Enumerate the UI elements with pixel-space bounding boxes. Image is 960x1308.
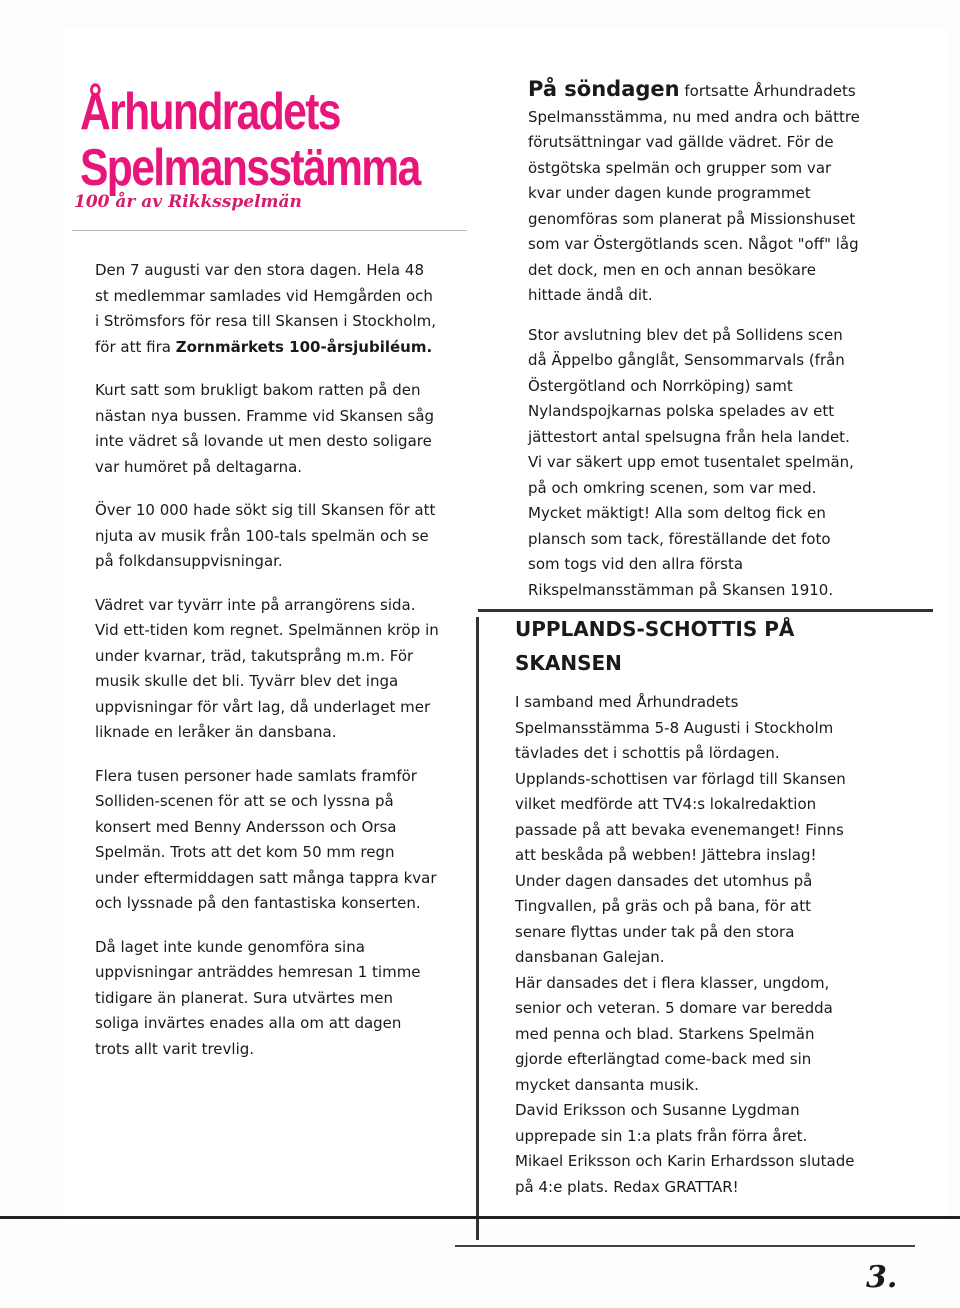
article-paragraph-1: I samband med Århundradets Spelmansstämma 5-8 Augusti i Stockholm tävlades det i schottis på lördagen. bbox=[515, 693, 834, 762]
right-lead: På söndagen bbox=[528, 77, 680, 101]
left-paragraph-6: Då laget inte kunde genomföra sina uppvisningar anträddes hemresan 1 timme tidigare än planerat. Sura utvärtes men soliga invärtes enades alla om att dagen trots allt varit trevlig. bbox=[95, 937, 421, 1058]
footer-rule-secondary bbox=[455, 1245, 915, 1247]
title-divider bbox=[72, 230, 467, 231]
left-column bbox=[95, 258, 440, 1080]
right-paragraph-1 bbox=[528, 77, 863, 309]
article-title-line-1: UPPLANDS-SCHOTTIS PÅ bbox=[515, 617, 795, 641]
article-paragraph-3: Under dagen dansades det utomhus på Tingvallen, på gräs och på bana, för att senare flyttas under tak på den stora dansbanan Galejan. bbox=[515, 871, 813, 966]
left-paragraph-2: Kurt satt som brukligt bakom ratten på den nästan nya bussen. Framme vid Skansen såg inte vädret så lovande ut men desto soligare var humöret på deltagarna. bbox=[95, 381, 435, 476]
right-column bbox=[528, 77, 863, 603]
left-p1-bold: Zornmärkets 100-årsjubiléum. bbox=[175, 337, 433, 356]
footer-rule bbox=[0, 1216, 960, 1219]
article-paragraph-4: Här dansades det i flera klasser, ungdom, senior och veteran. 5 domare var beredda med penna och blad. Starkens Spelmän gjorde efterlängtad come-back med sin mycket dansanta musik. bbox=[515, 973, 833, 1094]
left-paragraph-3: Över 10 000 hade sökt sig till Skansen för att njuta av musik från 100-tals spelmän och se på folkdansuppvisningar. bbox=[95, 501, 436, 570]
headline-line-1: Århundradets bbox=[80, 83, 340, 141]
article-title-line-2: SKANSEN bbox=[515, 651, 622, 675]
schottis-article bbox=[515, 612, 860, 1200]
article-paragraph-5: David Eriksson och Susanne Lygdman upprepade sin 1:a plats från förra året. Mikael Eriksson och Karin Erhardsson slutade på 4:e plats. Redax GRATTAR! bbox=[515, 1101, 855, 1196]
page-number: 3. bbox=[866, 1260, 898, 1295]
left-p1-text: Den 7 augusti var den stora dagen. Hela 48 st medlemmar samlades vid Hemgården och i Strömsfors för resa till Skansen i Stockholm, för att fira bbox=[95, 261, 437, 356]
right-p1-text: fortsatte Århundradets Spelmansstämma, nu med andra och bättre förutsättningar vad gällde vädret. För de östgötska spelmän och grupper som var kvar under dagen kunde programmet genomföras som planerat på Missionshuset som var Östergötlands scen. Något "off" låg det dock, men en och annan besökare hittade ändå dit. bbox=[528, 82, 860, 304]
subtitle: 100 år av Rikksspelmän bbox=[74, 192, 302, 212]
article-paragraph-2: Upplands-schottisen var förlagd till Skansen vilket medförde att TV4:s lokalredaktion passade på att bevaka evenemanget! Finns att beskåda på webben! Jättebra inslag! bbox=[515, 769, 846, 864]
left-paragraph-1 bbox=[95, 258, 440, 360]
column-divider bbox=[476, 617, 479, 1240]
headline bbox=[80, 84, 457, 196]
left-paragraph-4: Vädret var tyvärr inte på arrangörens sida. Vid ett-tiden kom regnet. Spelmännen kröp in under kvarnar, träd, takutsprång m.m. För musik skulle det bli. Tyvärr blev det inga uppvisningar för vårt lag, då underlaget mer liknade en leråker än dansbana. bbox=[95, 595, 439, 741]
left-paragraph-5: Flera tusen personer hade samlats framför Solliden-scenen för att se och lyssna på konsert med Benny Andersson och Orsa Spelmän. Trots att det kom 50 mm regn under eftermiddagen satt många tappra kvar och lyssnade på den fantastiska konserten. bbox=[95, 766, 437, 912]
headline-line-2: Spelmansstämma bbox=[80, 139, 420, 197]
title-block bbox=[72, 70, 467, 235]
article-title bbox=[515, 612, 860, 680]
right-paragraph-2: Stor avslutning blev det på Sollidens scen då Äppelbo gånglåt, Sensommarvals (från Östergötland och Norrköping) samt Nylandspojkarnas polska spelades av ett jättestort antal spelsugna från hela landet. Vi var säkert upp emot tusentalet spelmän, på och omkring scenen, som var med. Mycket mäktigt! Alla som deltog fick en plansch som tack, föreställande det foto som togs vid den allra första Rikspelmansstämman på Skansen 1910. bbox=[528, 325, 854, 599]
